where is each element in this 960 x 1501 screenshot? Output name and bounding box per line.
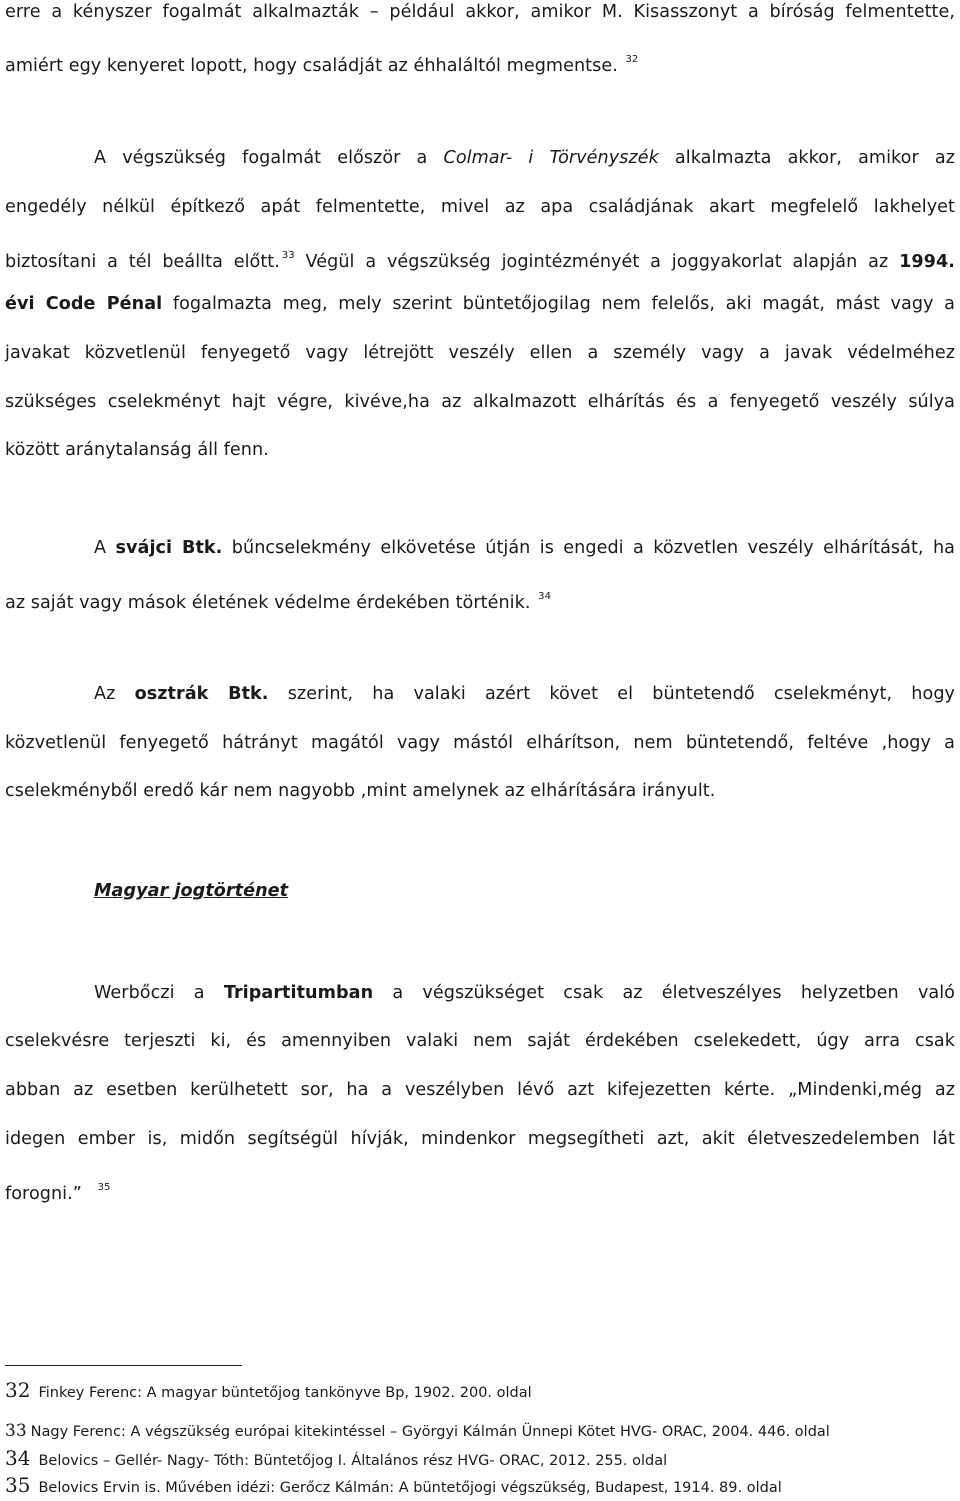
paragraph-5-line-5: forogni.” $^{35}$ bbox=[5, 1182, 111, 1204]
footnote-separator bbox=[5, 1365, 242, 1366]
paragraph-2-line-7: között aránytalanság áll fenn. bbox=[5, 440, 269, 460]
paragraph-5-line-1: Werbőczi a Tripartitumban a végszükséget csak az életveszélyes helyzetben való bbox=[94, 983, 955, 1003]
footnote-ref-35[interactable]: 35 bbox=[97, 1182, 111, 1193]
paragraph-5-line-2: cselekvésre terjeszti ki, és amennyiben valaki nem saját érdekében cselekedett, úgy arra csak bbox=[5, 1031, 955, 1051]
paragraph-2-line-4: évi Code Pénal fogalmazta meg, mely szerint büntetőjogilag nem felelős, aki magát, mást vagy a bbox=[5, 294, 955, 314]
footnote-32: 32 Finkey Ferenc: A magyar büntetőjog tankönyve Bp, 1902. 200. oldal bbox=[5, 1378, 532, 1402]
paragraph-2-line-6: szükséges cselekményt hajt végre, kivéve,ha az alkalmazott elhárítás és a fenyegető veszély súlya bbox=[5, 392, 955, 412]
year-1994: 1994. bbox=[899, 252, 955, 272]
footnote-34: 34 Belovics – Gellér- Nagy- Tóth: Büntetőjog I. Általános rész HVG- ORAC, 2012. 255. oldal bbox=[5, 1446, 668, 1470]
paragraph-5-line-4: idegen ember is, midőn segítségül hívják, mindenkor megsegítheti azt, akit életveszedelemben lát bbox=[5, 1129, 955, 1149]
paragraph-1-line-1: erre a kényszer fogalmát alkalmazták – például akkor, amikor M. Kisasszonyt a bíróság felmentette, bbox=[5, 2, 955, 22]
paragraph-3-line-2: az saját vagy mások életének védelme érdekében történik. $^{34}$ bbox=[5, 591, 551, 613]
colmar-court: Colmar- i Törvényszék bbox=[443, 148, 659, 168]
tripartitum: Tripartitumban bbox=[223, 983, 374, 1003]
paragraph-3-line-1: A svájci Btk. bűncselekmény elkövetése útján is engedi a közvetlen veszély elhárítását, ha bbox=[94, 538, 955, 558]
paragraph-4-line-2: közvetlenül fenyegető hátrányt magától vagy mástól elhárítson, nem büntetendő, feltéve ,hogy a bbox=[5, 733, 955, 753]
section-heading: Magyar jogtörténet bbox=[94, 881, 289, 901]
footnote-33: 33 Nagy Ferenc: A végszükség európai kitekintéssel – Györgyi Kálmán Ünnepi Kötet HVG- ORAC, 2004. 446. oldal bbox=[5, 1421, 830, 1441]
paragraph-2-line-2: engedély nélkül építkező apát felmentette, mivel az apa családjának akart megfelelő lakhelyet bbox=[5, 197, 955, 217]
paragraph-1-line-2 bbox=[5, 48, 955, 78]
footnote-ref-32[interactable]: 32 bbox=[625, 54, 639, 65]
paragraph-5-line-3: abban az esetben kerülhetett sor, ha a veszélyben lévő azt kifejezetten kérte. „Mindenki,még az bbox=[5, 1080, 955, 1100]
footnote-ref-33[interactable]: 33 bbox=[281, 250, 295, 261]
paragraph-2-line-3: biztosítani a tél beállta előtt. $^{33}$ Végül a végszükség jogintézményét a joggyakorlat alapján az 1994. bbox=[5, 250, 955, 272]
paragraph-2-line-5: javakat közvetlenül fenyegető vagy létrejött veszély ellen a személy vagy a javak védelméhez bbox=[5, 343, 955, 363]
paragraph-4-line-1: Az osztrák Btk. szerint, ha valaki azért követ el büntetendő cselekményt, hogy bbox=[94, 684, 955, 704]
paragraph-2-line-1: A végszükség fogalmát először a Colmar- i Törvényszék alkalmazta akkor, amikor az bbox=[94, 148, 955, 168]
paragraph-4-line-3: cselekményből eredő kár nem nagyobb ,mint amelynek az elhárítására irányult. bbox=[5, 781, 716, 801]
code-penal: évi Code Pénal bbox=[5, 294, 163, 314]
footnote-ref-34[interactable]: 34 bbox=[538, 591, 551, 602]
swiss-criminal-code: svájci Btk. bbox=[115, 538, 223, 558]
footnote-35: 35 Belovics Ervin is. Művében idézi: Gerőcz Kálmán: A büntetőjogi végszükség, Budapest, 1914. 89. oldal bbox=[5, 1473, 782, 1497]
paragraph-1-text: amiért egy kenyeret lopott, hogy családját az éhhaláltól megmentse. bbox=[5, 56, 618, 76]
austrian-criminal-code: osztrák Btk. bbox=[134, 684, 269, 704]
